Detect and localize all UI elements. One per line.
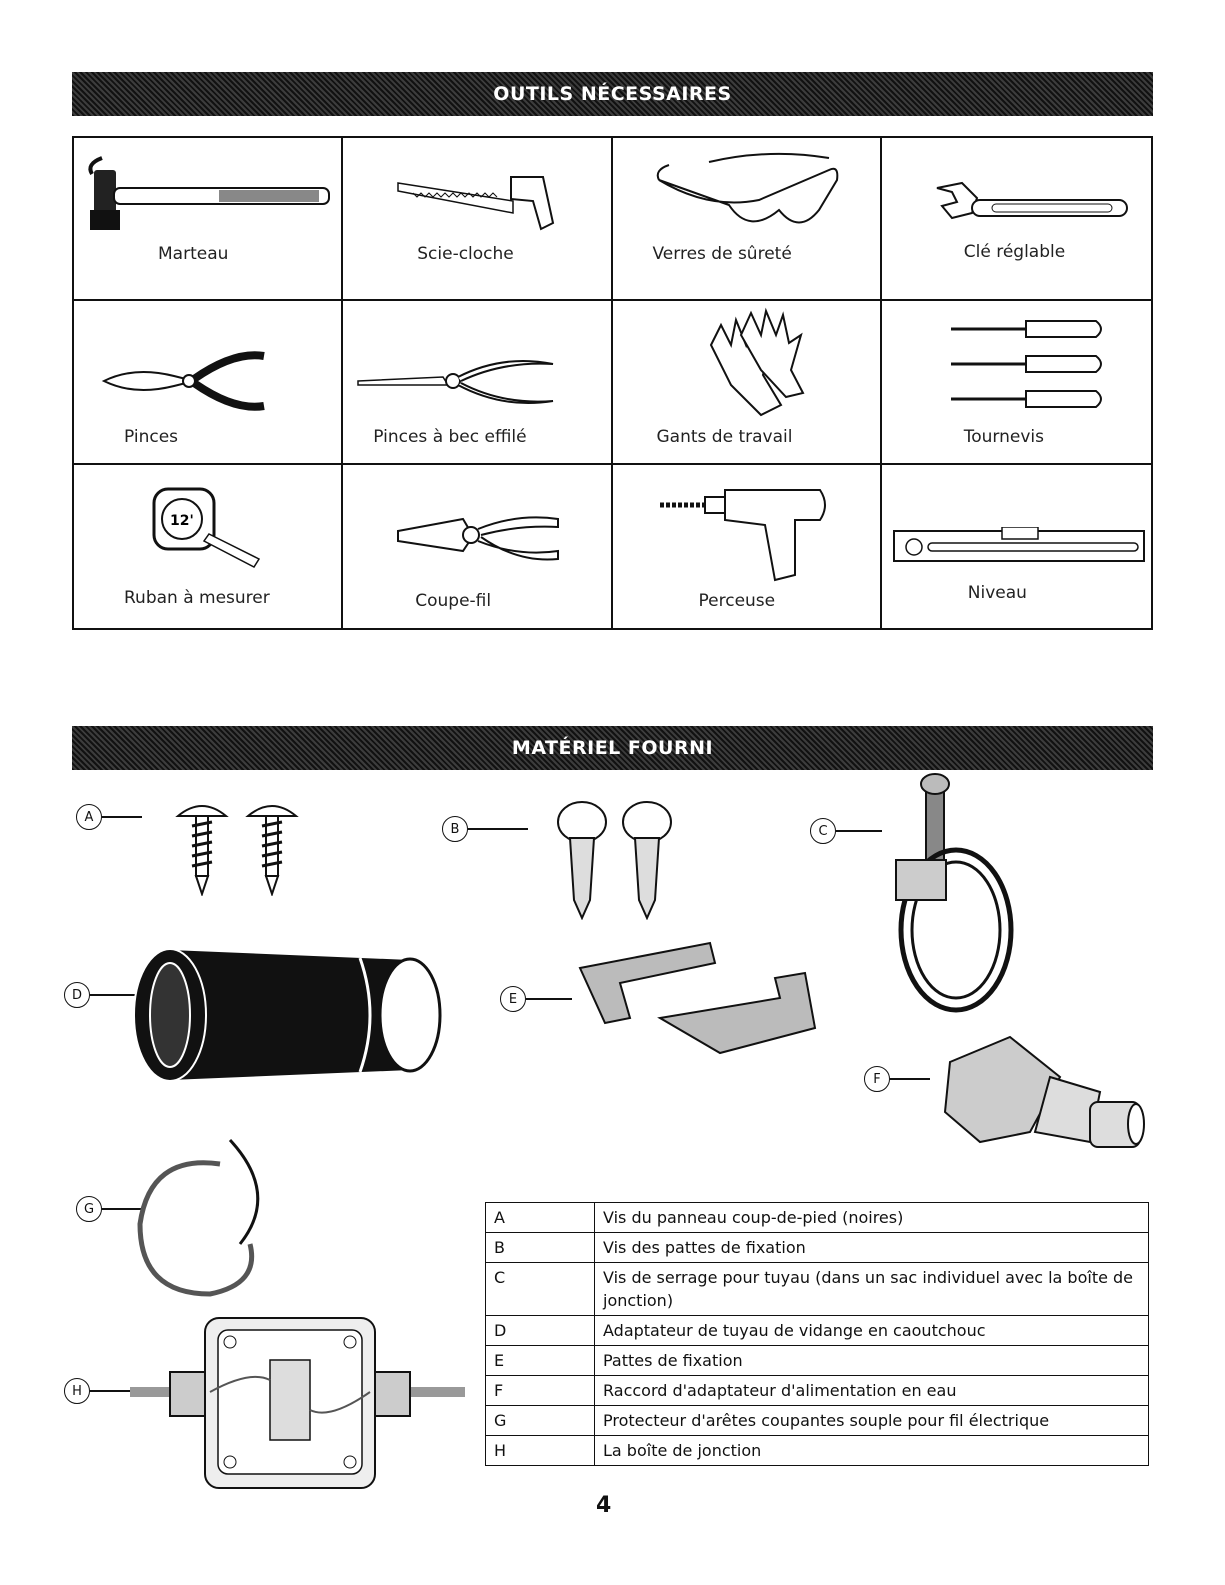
callout-b: B [442, 816, 468, 842]
table-row [486, 1406, 1149, 1436]
parts-list-table [485, 1202, 1149, 1466]
materials-section-header [72, 726, 1153, 770]
tool-label: Scie-cloche [417, 244, 514, 264]
tool-label: Pinces à bec effilé [373, 427, 527, 448]
part-description: Raccord d'adaptateur d'alimentation en eau [595, 1376, 1149, 1406]
part-description: Vis des pattes de fixation [595, 1233, 1149, 1263]
tool-cell-wrench [882, 138, 1151, 301]
tools-grid [72, 136, 1153, 630]
tool-cell-gloves [613, 301, 882, 464]
tool-label: Niveau [967, 582, 1027, 603]
junction-box-image [130, 1310, 470, 1500]
tools-section-header [72, 72, 1153, 116]
part-description: Protecteur d'arêtes coupantes souple pour fil électrique [595, 1406, 1149, 1436]
callout-d: D [64, 982, 90, 1008]
screwdrivers-icon [946, 309, 1116, 419]
tool-cell-screwdrivers [882, 301, 1151, 464]
tool-label: Ruban à mesurer [124, 587, 270, 608]
tools-section-title: OUTILS NÉCESSAIRES [493, 83, 732, 105]
water-supply-fitting-image [940, 1032, 1150, 1162]
kick-panel-screws-image [172, 796, 322, 896]
part-description: Vis du panneau coup-de-pied (noires) [595, 1203, 1149, 1233]
part-key: H [486, 1436, 595, 1466]
saw-icon [393, 163, 593, 243]
table-row [486, 1316, 1149, 1346]
table-row [486, 1346, 1149, 1376]
page-number: 4 [596, 1493, 612, 1518]
callout-c: C [810, 818, 836, 844]
part-description: Pattes de fixation [595, 1346, 1149, 1376]
tool-label: Gants de travail [656, 427, 793, 448]
materials-section-title: MATÉRIEL FOURNI [511, 737, 714, 759]
tool-cell-hammer [74, 138, 343, 301]
hammer-icon [84, 152, 334, 252]
adjustable-wrench-icon [932, 178, 1132, 238]
part-key: B [486, 1233, 595, 1263]
tool-cell-wire-cutter [343, 465, 612, 628]
table-row [486, 1263, 1149, 1316]
safety-glasses-icon [649, 150, 859, 240]
tool-cell-saw [343, 138, 612, 301]
tool-cell-needle-pliers [343, 301, 612, 464]
part-key: D [486, 1316, 595, 1346]
callout-f: F [864, 1066, 890, 1092]
edge-protector-image [130, 1134, 290, 1304]
tool-label: Tournevis [963, 427, 1044, 448]
part-description: Vis de serrage pour tuyau (dans un sac individuel avec la boîte de jonction) [595, 1263, 1149, 1316]
tape-measure-icon [144, 479, 274, 569]
part-description: La boîte de jonction [595, 1436, 1149, 1466]
part-key: F [486, 1376, 595, 1406]
tool-label: Marteau [158, 244, 229, 264]
tape-marking: 12' [170, 512, 194, 529]
tool-cell-drill [613, 465, 882, 628]
callout-leader [468, 828, 528, 830]
work-gloves-icon [691, 305, 811, 420]
tool-label: Perceuse [698, 590, 776, 611]
wire-stripper-icon [393, 501, 563, 571]
table-row [486, 1203, 1149, 1233]
tool-label: Verres de sûreté [652, 244, 792, 264]
table-row [486, 1376, 1149, 1406]
part-key: E [486, 1346, 595, 1376]
callout-leader [890, 1078, 930, 1080]
hose-clamp-image [876, 770, 1026, 1020]
part-key: G [486, 1406, 595, 1436]
pliers-icon [94, 341, 294, 421]
tool-cell-level [882, 465, 1151, 628]
part-key: A [486, 1203, 595, 1233]
callout-leader [102, 816, 142, 818]
callout-g: G [76, 1196, 102, 1222]
tool-label: Clé réglable [963, 242, 1066, 262]
tool-cell-tape [74, 465, 343, 628]
tool-label: Coupe-fil [415, 590, 492, 611]
tool-cell-pliers [74, 301, 343, 464]
level-icon [892, 527, 1147, 567]
needle-nose-pliers-icon [353, 349, 563, 419]
mounting-brackets-image [560, 938, 840, 1068]
callout-h: H [64, 1378, 90, 1404]
bracket-screws-image [552, 800, 682, 920]
table-row [486, 1436, 1149, 1466]
drill-icon [655, 485, 835, 585]
drain-hose-adapter-image [130, 940, 460, 1090]
part-description: Adaptateur de tuyau de vidange en caoutchouc [595, 1316, 1149, 1346]
part-key: C [486, 1263, 595, 1316]
callout-e: E [500, 986, 526, 1012]
tool-label: Pinces [124, 427, 179, 448]
table-row [486, 1233, 1149, 1263]
callout-a: A [76, 804, 102, 830]
tool-cell-glasses [613, 138, 882, 301]
